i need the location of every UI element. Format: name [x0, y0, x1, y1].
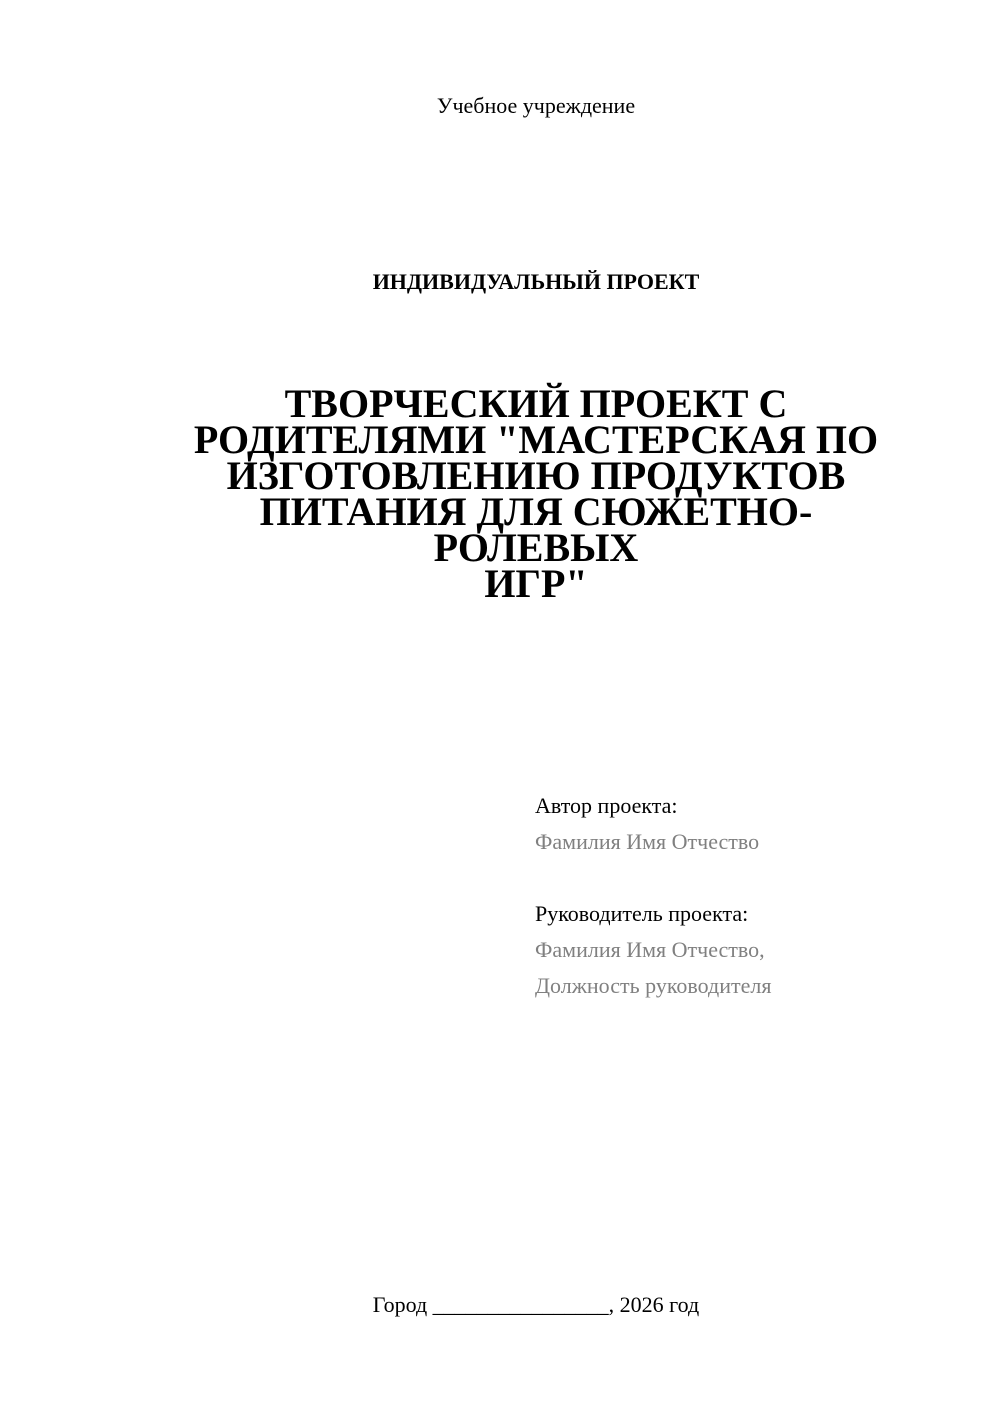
city-label: Город [372, 1292, 428, 1317]
project-title-line: РОДИТЕЛЯМИ "МАСТЕРСКАЯ ПО [193, 417, 879, 462]
credits-block [535, 788, 975, 1004]
city-blank: ________________ [432, 1292, 609, 1317]
project-title-line: ПИТАНИЯ ДЛЯ СЮЖЕТНО-РОЛЕВЫХ [259, 489, 813, 570]
supervisor-label: Руководитель проекта: [535, 901, 749, 926]
year-text: , 2026 год [608, 1292, 700, 1317]
author-label: Автор проекта: [535, 793, 678, 818]
project-title-line: ТВОРЧЕСКИЙ ПРОЕКТ С [284, 381, 788, 426]
supervisor-name-placeholder: Фамилия Имя Отчество, [535, 937, 765, 962]
institution-name: Учебное учреждение [436, 93, 636, 118]
city-year-line [0, 1290, 1000, 1320]
project-title-line: ИГР" [484, 561, 588, 606]
project-title-line: ИЗГОТОВЛЕНИЮ ПРОДУКТОВ [226, 453, 846, 498]
supervisor-position-placeholder: Должность руководителя [535, 973, 772, 998]
spacer [535, 860, 975, 896]
project-title [160, 381, 912, 606]
author-name-placeholder: Фамилия Имя Отчество [535, 829, 760, 854]
document-type: ИНДИВИДУАЛЬНЫЙ ПРОЕКТ [372, 269, 700, 294]
